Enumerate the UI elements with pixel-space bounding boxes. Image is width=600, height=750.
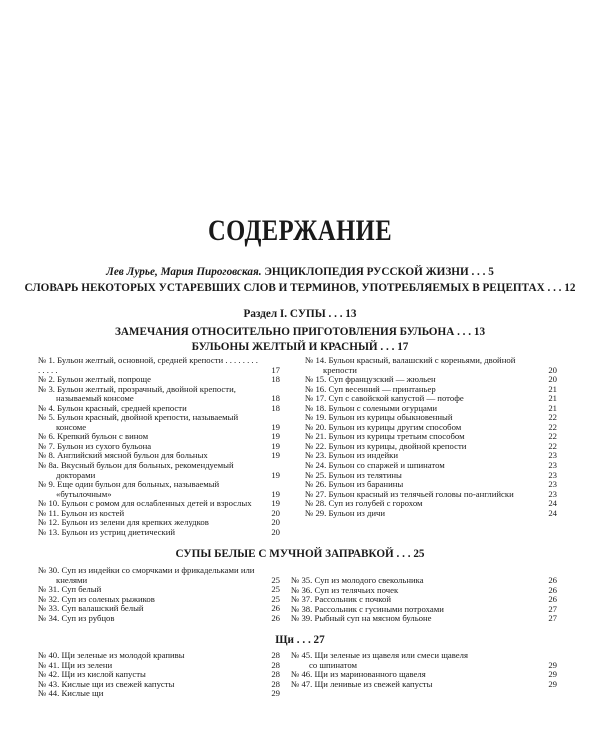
recipe-number: № 15.: [305, 374, 327, 385]
subsection-broth-notes[interactable]: ЗАМЕЧАНИЯ ОТНОСИТЕЛЬНО ПРИГОТОВЛЕНИЯ БУЛЬОНА . . . 13: [114, 326, 486, 338]
page-number: 20: [548, 374, 557, 385]
recipe-number: № 44.: [38, 688, 60, 699]
page-number: 25: [271, 584, 280, 595]
page-number: 19: [271, 440, 280, 451]
recipe-number: № 10.: [38, 498, 60, 509]
recipe-name: Бульон из устриц диетический: [61, 526, 176, 537]
recipe-name: Английский мясной бульон для больных: [57, 450, 208, 461]
recipe-name: крепости: [323, 364, 357, 375]
recipe-name: Бульон из баранины: [328, 479, 404, 490]
recipe-name: Бульон со спаржей и шпинатом: [328, 460, 445, 471]
page-number: 25: [271, 574, 280, 585]
page-number: 19: [271, 469, 280, 480]
recipe-name: Бульон желтый, попроще: [57, 374, 151, 385]
page-number: 20: [271, 526, 280, 537]
recipe-name: Щи из маринованного щавеля: [314, 669, 426, 680]
recipe-number: № 41.: [38, 659, 60, 670]
recipe-number: № 9.: [38, 479, 55, 490]
recipe-number: № 19.: [305, 412, 327, 423]
toc-entry-title: [38, 528, 280, 538]
recipe-number: № 28.: [305, 498, 327, 509]
toc-entry-encyclopedia[interactable]: [0, 266, 600, 278]
recipe-number: № 47.: [291, 678, 313, 689]
recipe-number: № 8а.: [38, 460, 59, 471]
page-number: 24: [548, 498, 557, 509]
entry-title: ЭНЦИКЛОПЕДИЯ РУССКОЙ ЖИЗНИ . . . 5: [261, 266, 494, 278]
page-number: 26: [548, 584, 557, 595]
page-number: 18: [271, 402, 280, 413]
page-number: 20: [548, 364, 557, 375]
page-number: 18: [271, 393, 280, 404]
page-number: 28: [271, 678, 280, 689]
toc-entry-title: [38, 356, 280, 375]
toc-entry-title: [38, 614, 280, 624]
recipe-number: № 35.: [291, 575, 313, 585]
recipe-number: № 11.: [38, 507, 59, 518]
recipe-number: № 17.: [305, 393, 327, 404]
recipe-number: № 25.: [305, 469, 327, 480]
recipe-number: № 21.: [305, 431, 327, 442]
page-title: СОДЕРЖАНИЕ: [207, 214, 393, 247]
subsection-white-soups[interactable]: СУПЫ БЕЛЫЕ С МУЧНОЙ ЗАПРАВКОЙ . . . 25: [175, 548, 425, 560]
recipe-number: № 16.: [305, 383, 327, 394]
recipe-name: Бульон из зелени для крепких желудков: [61, 517, 209, 528]
recipe-name: Крепкий бульон с вином: [57, 431, 149, 442]
recipe-name: Бульон из костей: [61, 507, 125, 518]
section-heading-soups[interactable]: Раздел I. СУПЫ . . . 13: [243, 308, 357, 320]
recipe-name: кнелями: [56, 574, 88, 585]
recipe-number: № 22.: [305, 440, 327, 451]
recipe-number: № 3.: [38, 383, 55, 394]
recipe-number: № 40.: [38, 650, 60, 660]
recipe-number: № 6.: [38, 431, 55, 442]
recipe-number: № 37.: [291, 594, 313, 605]
shchi-list-right: [291, 651, 557, 689]
recipe-number: № 4.: [38, 402, 55, 413]
recipe-number: № 29.: [305, 507, 327, 518]
shchi-list-left: [38, 651, 280, 699]
page-number: 21: [548, 383, 557, 394]
recipe-number: № 24.: [305, 460, 327, 471]
toc-entry-title: [305, 509, 557, 519]
toc-entry[interactable]: [38, 528, 280, 538]
toc-entry[interactable]: [38, 689, 280, 699]
page-number: 29: [548, 678, 557, 689]
recipe-name: Суп французский — жюльен: [328, 374, 436, 385]
recipe-number: № 42.: [38, 669, 60, 680]
page-number: 26: [271, 603, 280, 614]
recipe-number: № 30.: [38, 565, 60, 575]
white-soups-list-right: [291, 576, 557, 624]
page-number: 19: [271, 431, 280, 442]
page-number: 22: [548, 431, 557, 442]
broth-list-right: [305, 356, 557, 518]
page-number: 17: [271, 364, 280, 375]
recipe-name: Бульон из курицы обыкновенный: [328, 412, 453, 423]
recipe-name: Бульон из дичи: [328, 507, 386, 518]
recipe-name: Щи зеленые из щавеля или смеси щавеля: [314, 650, 468, 660]
toc-entry-title: [291, 614, 557, 624]
recipe-name: Бульон желтый, прозрачный, двойной крепости,: [57, 383, 236, 394]
recipe-name: Суп из молодого свекольника: [314, 575, 424, 585]
page-number: 22: [548, 421, 557, 432]
recipe-number: № 39.: [291, 613, 313, 624]
recipe-number: № 23.: [305, 450, 327, 461]
recipe-name: докторами: [56, 469, 96, 480]
recipe-name: Бульон красный, валашский с кореньями, двойной: [328, 355, 516, 365]
recipe-name: Бульон из сухого бульона: [57, 440, 152, 451]
page-number: 26: [271, 612, 280, 623]
toc-entry[interactable]: [291, 614, 557, 624]
page-number: 19: [271, 421, 280, 432]
recipe-name: Бульон из телятины: [328, 469, 402, 480]
recipe-number: № 32.: [38, 593, 60, 604]
page-number: 28: [271, 659, 280, 670]
recipe-name: Суп белый: [61, 584, 102, 595]
subsection-shchi[interactable]: Щи . . . 27: [275, 634, 325, 646]
recipe-name: Суп из телячьих почек: [314, 584, 399, 595]
recipe-number: № 36.: [291, 584, 313, 595]
recipe-number: № 33.: [38, 603, 60, 614]
page-number: 21: [548, 402, 557, 413]
recipe-number: № 1.: [38, 355, 55, 365]
recipe-name: Бульон с ромом для ослабленных детей и взрослых: [61, 498, 252, 509]
page-number: 20: [271, 517, 280, 528]
recipe-name: Суп из рубцов: [61, 612, 115, 623]
recipe-number: № 2.: [38, 374, 55, 385]
recipe-name: Суп из соленых рыжиков: [61, 593, 155, 604]
page-number: 21: [548, 393, 557, 404]
recipe-name: Бульон красный из телячьей головы по-английски: [328, 488, 514, 499]
recipe-number: № 27.: [305, 488, 327, 499]
recipe-name: Щи из зелени: [61, 659, 113, 670]
recipe-name: Бульон желтый, основной, средней крепости . . . . . . . . . . . . .: [38, 355, 258, 375]
recipe-number: № 5.: [38, 412, 55, 423]
recipe-name: называемый консоме: [56, 393, 134, 404]
recipe-name: Суп из голубей с горохом: [328, 498, 423, 509]
recipe-number: № 45.: [291, 650, 313, 660]
recipe-number: № 18.: [305, 402, 327, 413]
recipe-name: Бульон из индейки: [328, 450, 399, 461]
page-number: 27: [548, 603, 557, 614]
page-number: 23: [548, 488, 557, 499]
recipe-name: Бульон красный, средней крепости: [57, 402, 187, 413]
recipe-number: № 43.: [38, 678, 60, 689]
toc-entry[interactable]: [291, 680, 557, 690]
recipe-name: «бутылочным»: [56, 488, 112, 499]
recipe-name: со шпинатом: [309, 659, 357, 670]
page-number: 22: [548, 440, 557, 451]
page-number: 27: [548, 613, 557, 624]
recipe-name: Бульон из курицы, двойной крепости: [328, 440, 467, 451]
recipe-number: № 12.: [38, 517, 60, 528]
authors: Лев Лурье, Мария Пироговская.: [106, 266, 262, 278]
page-number: 29: [271, 688, 280, 699]
recipe-name: Бульон красный, двойной крепости, называемый: [57, 412, 239, 423]
recipe-name: Суп валашский белый: [61, 603, 144, 614]
recipe-number: № 20.: [305, 421, 327, 432]
toc-entry-title: [38, 689, 280, 699]
broth-list-left: [38, 356, 280, 537]
recipe-name: Бульон из курицы третьим способом: [328, 431, 465, 442]
page-number: 23: [548, 479, 557, 490]
recipe-name: Рассольник с почкой: [314, 594, 392, 605]
white-soups-list-left: [38, 566, 280, 623]
recipe-name: Бульон с солеными огурцами: [328, 402, 438, 413]
subsection-broths[interactable]: БУЛЬОНЫ ЖЕЛТЫЙ И КРАСНЫЙ . . . 17: [191, 341, 409, 353]
page-number: 23: [548, 469, 557, 480]
recipe-name: Щи ленивые из свежей капусты: [314, 678, 433, 689]
toc-entry[interactable]: [305, 509, 557, 519]
page-number: 28: [271, 650, 280, 660]
page-number: 26: [548, 575, 557, 585]
recipe-name: Рассольник с гусиными потрохами: [314, 603, 444, 614]
recipe-number: № 7.: [38, 440, 55, 451]
recipe-name: Суп весенний — принтаньер: [328, 383, 436, 394]
recipe-name: Еще один бульон для больных, называемый: [57, 479, 220, 490]
page-number: 18: [271, 374, 280, 385]
page-number: 26: [548, 594, 557, 605]
page-number: 23: [548, 460, 557, 471]
toc-entry-title: [291, 680, 557, 690]
recipe-name: Вкусный бульон для больных, рекомендуемый: [61, 460, 234, 471]
page-number: 24: [548, 507, 557, 518]
recipe-number: № 8.: [38, 450, 55, 461]
recipe-number: № 14.: [305, 355, 327, 365]
page-number: 28: [271, 669, 280, 680]
recipe-number: № 31.: [38, 584, 60, 595]
page-number: 23: [548, 450, 557, 461]
recipe-name: Суп с савойской капустой — потофе: [328, 393, 464, 404]
recipe-number: № 13.: [38, 526, 60, 537]
recipe-name: Кислые щи из свежей капусты: [61, 678, 175, 689]
recipe-name: Кислые щи: [61, 688, 104, 699]
recipe-name: Суп из индейки со сморчками и фрикадельками или: [61, 565, 255, 575]
recipe-name: Щи из кислой капусты: [61, 669, 146, 680]
recipe-number: № 34.: [38, 612, 60, 623]
recipe-number: № 38.: [291, 603, 313, 614]
recipe-name: Рыбный суп на мясном бульоне: [314, 613, 432, 624]
recipe-name: консоме: [56, 421, 87, 432]
recipe-number: № 46.: [291, 669, 313, 680]
page-number: 19: [271, 498, 280, 509]
page-number: 20: [271, 507, 280, 518]
toc-entry[interactable]: [38, 356, 280, 375]
page-number: 25: [271, 593, 280, 604]
page-number: 19: [271, 488, 280, 499]
recipe-name: Щи зеленые из молодой крапивы: [61, 650, 185, 660]
toc-entry[interactable]: [38, 614, 280, 624]
page-number: 29: [548, 669, 557, 680]
entry-title: СЛОВАРЬ НЕКОТОРЫХ УСТАРЕВШИХ СЛОВ И ТЕРМИНОВ, УПОТРЕБЛЯЕМЫХ В РЕЦЕПТАХ . . . 12: [24, 282, 576, 294]
toc-entry-glossary[interactable]: [0, 282, 600, 294]
recipe-number: № 26.: [305, 479, 327, 490]
page-number: 29: [548, 659, 557, 670]
page-number: 22: [548, 412, 557, 423]
recipe-name: Бульон из курицы другим способом: [328, 421, 462, 432]
page-number: 19: [271, 450, 280, 461]
